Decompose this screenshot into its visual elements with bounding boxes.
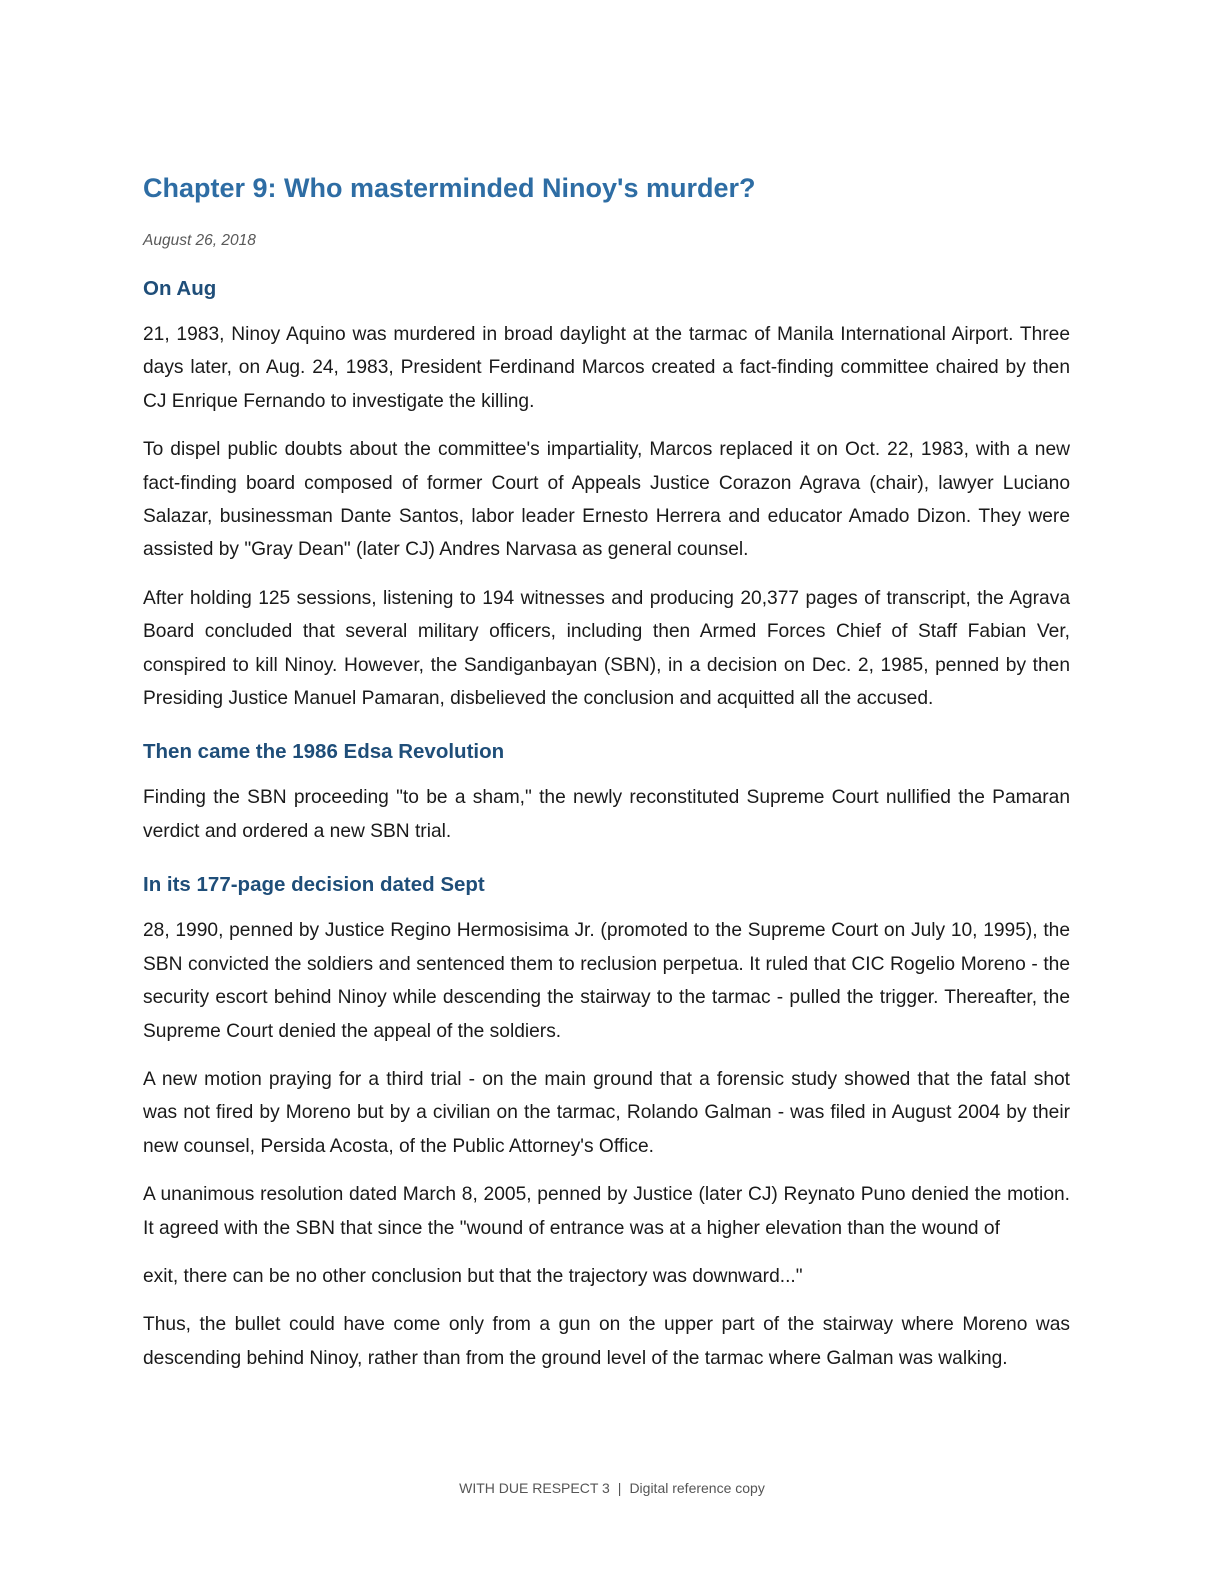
- paragraph: After holding 125 sessions, listening to 194 witnesses and producing 20,377 pages of transcript, the Agrava Board concluded that several military officers, including then Armed Forces Chief of Staff Fabian Ver, conspired to kill Ninoy. However, the Sandiganbayan (SBN), in a decision on Dec. 2, 1985, penned by then Presiding Justice Manuel Pamaran, disbelieved the conclusion and acquitted all the accused.: [143, 587, 1070, 710]
- chapter-title: Chapter 9: Who masterminded Ninoy's murder?: [143, 173, 756, 203]
- section-heading-177-page-decision: In its 177-page decision dated Sept: [143, 873, 485, 897]
- footer-separator: |: [617, 1480, 622, 1496]
- footer-title: WITH DUE RESPECT 3: [459, 1480, 610, 1496]
- publish-date: August 26, 2018: [143, 232, 256, 249]
- paragraph: exit, there can be no other conclusion but that the trajectory was downward...": [143, 1265, 803, 1287]
- paragraph: Thus, the bullet could have come only from a gun on the upper part of the stairway where Moreno was descending behind Ninoy, rather than from the ground level of the tarmac where Galman was walking.: [143, 1314, 1070, 1369]
- paragraph: To dispel public doubts about the committee's impartiality, Marcos replaced it on Oct. 22, 1983, with a new fact-finding board composed of former Court of Appeals Justice Corazon Agrava (chair), lawyer Luciano Salazar, businessman Dante Santos, labor leader Ernesto Herrera and educator Amado Dizon. They were assisted by "Gray Dean" (later CJ) Andres Narvasa as general counsel.: [143, 439, 1070, 561]
- section-heading-edsa-revolution: Then came the 1986 Edsa Revolution: [143, 740, 505, 764]
- footer-note: Digital reference copy: [629, 1480, 765, 1496]
- paragraph: A unanimous resolution dated March 8, 2005, penned by Justice (later CJ) Reynato Puno denied the motion. It agreed with the SBN that since the "wound of entrance was at a higher elevation than the wound of: [143, 1184, 1070, 1239]
- document-page: [143, 168, 1070, 1390]
- paragraph: Finding the SBN proceeding "to be a sham," the newly reconstituted Supreme Court nullified the Pamaran verdict and ordered a new SBN trial.: [143, 787, 1070, 842]
- page-footer: [0, 1478, 1224, 1498]
- paragraph: 21, 1983, Ninoy Aquino was murdered in broad daylight at the tarmac of Manila International Airport. Three days later, on Aug. 24, 1983, President Ferdinand Marcos created a fact-finding committee chaired by then CJ Enrique Fernando to investigate the killing.: [143, 324, 1070, 412]
- section-heading-on-aug: On Aug: [143, 277, 217, 300]
- paragraph: A new motion praying for a third trial - on the main ground that a forensic study showed that the fatal shot was not fired by Moreno but by a civilian on the tarmac, Rolando Galman - was filed in August 2004 by their new counsel, Persida Acosta, of the Public Attorney's Office.: [143, 1068, 1070, 1157]
- paragraph: 28, 1990, penned by Justice Regino Hermosisima Jr. (promoted to the Supreme Court on July 10, 1995), the SBN convicted the soldiers and sentenced them to reclusion perpetua. It ruled that CIC Rogelio Moreno - the security escort behind Ninoy while descending the stairway to the tarmac - pulled the trigger. Thereafter, the Supreme Court denied the appeal of the soldiers.: [143, 920, 1070, 1042]
